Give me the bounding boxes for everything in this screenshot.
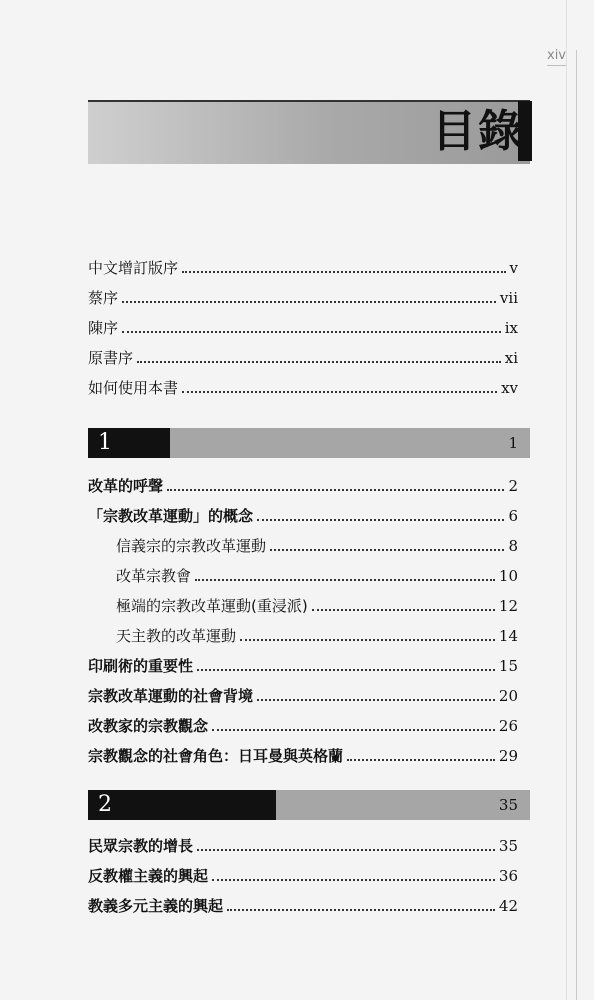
toc-page: 29 [498, 747, 518, 765]
dot-leader [347, 759, 495, 761]
toc-page: 35 [498, 837, 518, 855]
dot-leader [312, 609, 495, 611]
toc-row[interactable] [88, 684, 518, 706]
toc-label: 陳序 [88, 319, 119, 337]
dot-leader [137, 361, 501, 363]
toc-row[interactable] [88, 316, 518, 338]
page-number-mark: xiv [547, 48, 566, 66]
toc-page: 36 [498, 867, 518, 885]
toc-label: 反教權主義的興起 [88, 867, 209, 885]
toc-label: 改教家的宗教觀念 [88, 717, 209, 735]
toc-label: 改革宗教會 [116, 567, 192, 585]
toc-page: 2 [508, 477, 518, 495]
toc-label: 民眾宗教的增長 [88, 837, 194, 855]
toc-row[interactable] [116, 624, 518, 646]
toc-label: 中文增訂版序 [88, 259, 179, 277]
toc-label: 「宗教改革運動」的概念 [88, 507, 254, 525]
toc-row[interactable] [88, 346, 518, 368]
toc-label: 教義多元主義的興起 [88, 897, 224, 915]
toc-row[interactable] [88, 256, 518, 278]
toc-label: 改革的呼聲 [88, 477, 164, 495]
page-title: 目錄 [432, 106, 524, 157]
dot-leader [212, 729, 495, 731]
dot-leader [182, 271, 506, 273]
margin-rule [576, 50, 577, 1000]
dot-leader [195, 579, 495, 581]
dot-leader [212, 879, 495, 881]
toc-page: 10 [498, 567, 518, 585]
dot-leader [257, 699, 495, 701]
toc-row[interactable] [88, 504, 518, 526]
toc-row[interactable] [88, 654, 518, 676]
dot-leader [227, 909, 495, 911]
toc-row[interactable] [88, 376, 518, 398]
toc-row[interactable] [88, 894, 518, 916]
toc-label: 蔡序 [88, 289, 119, 307]
toc-page: 6 [508, 507, 518, 525]
toc-page: xi [504, 349, 518, 367]
toc-label: 信義宗的宗教改革運動 [116, 537, 267, 555]
toc-page: 14 [498, 627, 518, 645]
dot-leader [257, 519, 504, 521]
toc-page: 12 [498, 597, 518, 615]
toc-row[interactable] [88, 286, 518, 308]
dot-leader [122, 301, 496, 303]
toc-page: 8 [508, 537, 518, 555]
chapter-page: 1 [508, 434, 518, 452]
toc-label: 印刷術的重要性 [88, 657, 194, 675]
dot-leader [197, 669, 495, 671]
toc-label: 極端的宗教改革運動(重浸派) [116, 597, 308, 615]
toc-label: 天主教的改革運動 [116, 627, 237, 645]
toc-page: ix [504, 319, 518, 337]
toc-row[interactable] [116, 564, 518, 586]
chapter-number: 2 [88, 790, 276, 820]
dot-leader [197, 849, 495, 851]
dot-leader [122, 331, 501, 333]
dot-leader [182, 391, 497, 393]
toc-row[interactable] [88, 864, 518, 886]
chapter-page: 35 [498, 796, 518, 814]
toc-row[interactable] [116, 534, 518, 556]
toc-label: 宗教改革運動的社會背境 [88, 687, 254, 705]
toc-page: xv [501, 379, 518, 397]
dot-leader [270, 549, 504, 551]
chapter-bar[interactable] [88, 428, 530, 458]
toc-page: vii [499, 289, 518, 307]
toc-page: 42 [498, 897, 518, 915]
page-edge-line [566, 0, 567, 1000]
toc-row[interactable] [88, 744, 518, 766]
toc-row[interactable] [88, 834, 518, 856]
toc-page: v [509, 259, 518, 277]
toc-page: 26 [498, 717, 518, 735]
toc-label: 如何使用本書 [88, 379, 179, 397]
chapter-number: 1 [88, 428, 170, 458]
toc-page: 20 [498, 687, 518, 705]
dot-leader [167, 489, 504, 491]
toc-row[interactable] [116, 594, 518, 616]
toc-page: 15 [498, 657, 518, 675]
toc-row[interactable] [88, 474, 518, 496]
toc-label: 宗教觀念的社會角色：日耳曼與英格蘭 [88, 747, 344, 765]
toc-row[interactable] [88, 714, 518, 736]
toc-label: 原書序 [88, 349, 134, 367]
chapter-bar[interactable] [88, 790, 530, 820]
dot-leader [240, 639, 495, 641]
